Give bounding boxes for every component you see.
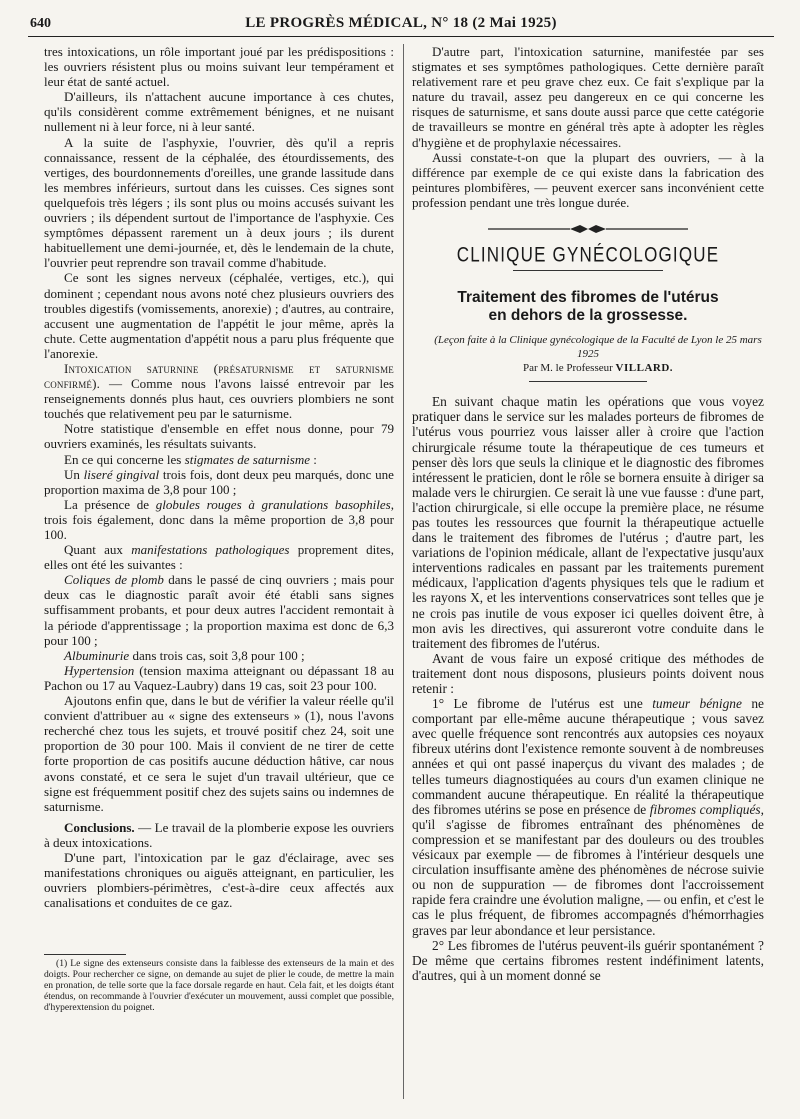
paragraph: En suivant chaque matin les opérations que vous voyez pratiquer dans le service sur les malades porteurs de fibromes de l'utérus vous pourriez vous laisser aller à croire que l'action chirurgicale résume toute la thérapeutique de ces tumeurs et penser dès lors que seuls la clinique et le diagnostic des fibromes intéressent le praticien, dont le rôle se bornera ensuite à diriger sa malade vers le chirurgien. Ce serait là une vue fausse : d'une part, l'action chirurgicale, si elle occupe la première place, ne résume pas toutes les ressources que fournit la thérapeutique actuelle dans le traitement des fibromes de l'utérus ; d'autre part, les variations de l'opinion médicale, allant de l'expectative jusqu'aux interventions radicales en passant par les traitements purement médicaux, l'application d'agents physiques tels que le radium et les rayons X, et les interventions conservatrices sont telles que je ne crois pas inutile de vous exposer ici quelles doivent être, à mon avis les directives, qui assureront votre conduite dans le traitement des fibromes de l'utérus. xyxy=(412,394,764,651)
article-body xyxy=(412,394,764,983)
left-column xyxy=(44,44,394,1104)
paragraph-text: dans trois cas, soit 3,8 pour 100 ; xyxy=(129,647,305,663)
paragraph-text: 1° Le fibrome de l'utérus est une xyxy=(432,696,653,712)
page-number: 640 xyxy=(30,16,51,31)
paragraph xyxy=(44,452,394,467)
paragraph xyxy=(44,361,394,421)
italic-term: Hypertension xyxy=(64,662,135,678)
paragraph xyxy=(44,467,394,497)
author-line xyxy=(412,361,764,376)
paragraph: D'une part, l'intoxication par le gaz d'éclairage, avec ses manifestations chroniques ou aiguës atteignant, en particulier, les ouvriers plombiers-périmètres, c'est-à-dire ceux affectés aux canalisations et conduites de ce gaz. xyxy=(44,849,394,911)
column-divider xyxy=(403,44,404,1099)
paragraph-text: proprement dites, elles ont été les suivantes : xyxy=(44,542,394,573)
paragraph xyxy=(44,572,394,647)
lecture-note: (Leçon faite à la Clinique gynécologique de la Faculté de Lyon le 25 mars 1925 xyxy=(434,334,762,361)
right-column xyxy=(412,44,764,1104)
italic-term: Coliques de plomb xyxy=(64,572,164,588)
article-title-line: Traitement des fibromes de l'utérus xyxy=(457,289,719,307)
paragraph: Ajoutons enfin que, dans le but de vérifier la valeur réelle qu'il convient d'attribuer au « signe des extenseurs » (1), nous l'avons recherché chez tous les sujets, et trouvé positif chez 24, soit une proportion de 30 pour 100. Mais il convient de ne tirer de cette forte proportion de cas positifs aucune déduction hâtive, car nous avons constaté, et ce sera le sujet d'un travail ultérieur, que ce signe est fréquemment positif chez des sujets sains ou indemnes de saturnisme. xyxy=(44,693,395,814)
paragraph: D'ailleurs, ils n'attachent aucune importance à ces chutes, qu'ils considèrent comme extrêmement bénignes, et ne nuisant nullement ni à leur force, ni à leur santé. xyxy=(44,89,394,135)
italic-term: fibromes compliqués xyxy=(649,801,761,817)
paragraph-text: dans le passé de cinq ouvriers ; mais pour deux cas le diagnostic paraît avoir été établi sans signes suffisamment probants, et pour deux autres l'accident remontait à la période d'apprentissage ; la proportion maxima est donc de 6,3 pour 100 ; xyxy=(44,572,394,648)
author-prefix: Par M. le Professeur xyxy=(522,362,616,375)
paragraph xyxy=(412,696,764,938)
paragraph xyxy=(44,663,394,693)
italic-term: stigmates de saturnisme xyxy=(184,451,311,467)
footnotes xyxy=(44,958,394,1013)
section-ornament xyxy=(412,223,764,235)
rubric-rule xyxy=(513,270,663,271)
journal-title: LE PROGRÈS MÉDICAL, N° 18 (2 Mai 1925) xyxy=(245,15,557,31)
italic-term: tumeur bénigne xyxy=(652,696,742,712)
title-rule xyxy=(529,381,647,382)
paragraph-text: (tension maxima atteignant ou dépassant 18 au Pachon ou 17 au Vaquez-Laubry) dans 19 cas, soit 23 pour 100. xyxy=(44,662,394,693)
paragraph-text: — Comme nous l'avons laissé entrevoir par les renseignements donnés plus haut, ces ouvriers plombiers ne sont touchés que relativement peu par le saturnisme. xyxy=(44,376,394,422)
paragraph: Notre statistique d'ensemble en effet nous donne, pour 79 ouvriers examinés, les résultats suivants. xyxy=(44,421,394,452)
paragraph: tres intoxications, un rôle important joué par les prédispositions : les ouvriers résistent plus ou moins suivant leur tempérament et leur état de santé actuel. xyxy=(44,44,394,90)
paragraph-text: Quant aux xyxy=(64,542,132,558)
ornament-rule-icon xyxy=(488,223,688,235)
paragraph xyxy=(44,648,394,663)
paragraph-text: En ce qui concerne les xyxy=(64,451,185,467)
italic-term: manifestations pathologiques xyxy=(131,542,290,558)
paragraph xyxy=(44,542,394,572)
article-title xyxy=(412,289,764,325)
paragraph-text: trois fois, dont deux peu marqués, donc une proportion maxima de 3,8 pour 100 ; xyxy=(44,466,394,497)
section-heading: Intoxication saturnine (présaturnisme et saturnisme confirmé). xyxy=(44,360,394,392)
paragraph: Aussi constate-t-on que la plupart des ouvriers, — à la différence par exemple de ce qui existe dans la fabrication des peintures plombifères, — peuvent exercer sans inconvénient cette profession pendant une très longue durée. xyxy=(412,149,764,210)
section-heading: Conclusions. xyxy=(64,819,135,835)
rubric-title: CLINIQUE GYNÉCOLOGIQUE xyxy=(456,242,720,267)
author-name: VILLARD. xyxy=(615,362,674,375)
paragraph-text: Un xyxy=(64,466,84,482)
article-title-line: en dehors de la grossesse. xyxy=(488,307,688,325)
paragraph-text: : xyxy=(310,451,317,467)
paragraph-text: , trois fois également, donc dans la même proportion de 3,8 pour 100. xyxy=(44,496,394,542)
paragraph-text: ne comportant par elle-même aucune thérapeutique ; vous savez avec quelle fréquence sont rencontrés aux autopsies ces noyaux fibreux utérins dont l'existence remonte souvent à de nombreuses années et qui ont passé inaperçus du vivant des malades ; de telles tumeurs diagnostiquées au cours d'un examen clinique ne commandent aucune thérapeutique. En réalité la thérapeutique des fibromes utérins se pose en présence de xyxy=(412,696,764,817)
paragraph: D'autre part, l'intoxication saturnine, manifestée par ses stigmates et ses symptômes pathologiques. Cette dernière paraît relativement rare et peu grave chez eux. Ce fait s'explique par la nature du travail, assez peu dangereux en ce qui concerne les risques de saturnisme, et sans doute aussi parce que cette catégorie de travailleurs se montre en général très apte à adopter les règles d'hygiène et de prophylaxie nécessaires. xyxy=(412,44,764,150)
paragraph-text: La présence de xyxy=(64,496,156,512)
paragraph: Ce sont les signes nerveux (céphalée, vertiges, etc.), qui dominent ; cependant nous avons noté chez plusieurs ouvriers des troubles digestifs (vomissements, anorexie) ; d'autres, au contraire, accusent une augmentation de l'appétit le jour même, après la chute. Cette augmentation d'appétit nous a paru plus fréquente que l'anorexie. xyxy=(44,270,394,361)
paragraph: Avant de vous faire un exposé critique des méthodes de traitement dont nous disposons, plusieurs points doivent nous retenir : xyxy=(412,650,764,696)
footnote: (1) Le signe des extenseurs consiste dans la faiblesse des extenseurs de la main et des doigts. Pour rechercher ce signe, on demande au sujet de plier le coude, de mettre la main en pronation, de telle sorte que la face dorsale regarde en haut. Cela fait, et les doigts étant étendus, on recommande à l'ouvrier d'exécuter un mouvement, aussi complet que possible, d'hyperextension du poignet. xyxy=(44,958,394,1013)
paragraph-text: — Le travail de la plomberie expose les ouvriers à deux intoxications. xyxy=(44,819,394,850)
paragraph-text: , qu'il s'agisse de fibromes entraînant des phénomènes de compression et se manifestant par des douleurs ou des troubles vésicaux par exemple — de fibromes à l'intérieur desquels une circulation insuffisante amène des phénomènes de nécrose suivie ou non de suppuration — de fibromes dont l'accroissement rapide fera craindre une évolution maligne, — ou enfin, et c'est le cas le plus fréquent, de fibromes accompagnés d'hémorrhagies graves par leur abondance et leur persistance. xyxy=(412,801,764,938)
italic-term: globules rouges à granulations basophiles xyxy=(155,496,391,512)
paragraph xyxy=(44,820,394,850)
footnote-rule xyxy=(44,954,126,955)
paragraph: A la suite de l'asphyxie, l'ouvrier, dès qu'il a repris connaissance, ressent de la céphalée, des étourdissements, des vertiges, des bourdonnements d'oreilles, une grande lassitude dans les membres inférieurs, surtout dans les cuisses. Ces signes sont quelquefois très légers ; ils sont plus ou moins accusés suivant les ouvriers ; ils dépendent surtout de l'importance de l'asphyxie. Ces symptômes dépassent rarement un à deux jours ; ils durent habituellement une demi-journée, et, dès le lendemain de la chute, l'ouvrier peut reprendre son travail comme d'habitude. xyxy=(44,134,394,271)
italic-term: Albuminurie xyxy=(64,647,130,663)
paragraph: 2° Les fibromes de l'utérus peuvent-ils guérir spontanément ? De même que certains fibromes restent indéfiniment latents, d'autres, qui à un moment donné se xyxy=(412,937,764,983)
italic-term: liseré gingival xyxy=(83,466,160,482)
paragraph xyxy=(44,497,394,542)
page-header xyxy=(28,14,774,37)
